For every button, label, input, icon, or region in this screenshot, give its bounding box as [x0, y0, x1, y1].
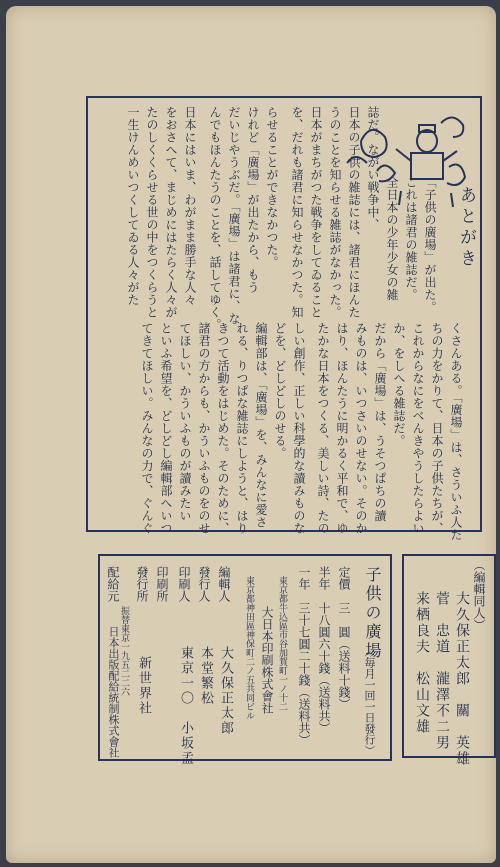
afterword-line: 「子供の廣場」が出た。 [423, 176, 437, 314]
editors-line: 大久保正太郎 關 英雄 [454, 591, 470, 767]
afterword-line: てほしい、かういふものが讀みたい [178, 322, 192, 522]
editors-label: （編輯同人） [472, 559, 486, 631]
afterword-line: 誌だ。ながい戦争中、 [366, 106, 380, 231]
afterword-line: てきてほしい。みんなの力で、ぐんぐ [140, 322, 154, 535]
colophon-role: 印刷所 [155, 566, 169, 602]
book-page [6, 6, 496, 863]
afterword-heading: あとがき [456, 186, 476, 270]
price-line: 定價 三 圓（送料十錢） [337, 566, 351, 710]
colophon-role: 編輯人 [217, 566, 231, 602]
afterword-line: 日本がまちがつた戦争をしてゐること [309, 106, 323, 319]
colophon-person: 東京一〇 小坂孟 [178, 646, 193, 766]
address-small: 東京都神田區神保町二ノ五共同ビル [244, 576, 254, 720]
afterword-line: みものは、いつさいのせない。そのか [354, 322, 368, 535]
afterword-line: れる、りつぱな雑誌にしようと、はり [235, 322, 249, 535]
afterword-line: だから「廣場」は、うそつぱちの讀 [373, 322, 387, 522]
colophon-person: 本堂繁松 [198, 646, 213, 706]
afterword-line: 日本にはいま、わがまま勝手な人々 [183, 106, 197, 306]
afterword-line: らせることができなかつた。 [265, 106, 279, 269]
afterword-line: 編輯部は、「廣場」を、みんなに愛さ [254, 322, 268, 529]
afterword-line: しい創作、正しい科學的な讀みものな [292, 322, 306, 535]
afterword-line: を、だれも諸君に知らせなかつた。知 [290, 106, 304, 319]
afterword-line: をおさへて、まじめにはたらく人々が [164, 106, 178, 319]
one-year-line: 一年 三十七圓二十錢（送料共） [297, 566, 311, 746]
editors-line: 来栖良夫 松山文雄 [414, 591, 430, 735]
printer-company: 大日本印刷株式會社 [260, 606, 274, 714]
afterword-line: か、をしへる雑誌だ。 [392, 322, 406, 447]
afterword-line: けれど「廣場」が出たから、もう [246, 106, 260, 294]
colophon-role: 發行所 [135, 566, 149, 602]
afterword-line: きつて活動をはじめた。そのために、 [216, 322, 230, 535]
afterword-line: はり、ほんたうに明かるく平和で、ゆ [335, 322, 349, 535]
afterword-line: くさんある。「廣場」は、さういふ人た [449, 322, 463, 541]
afterword-line: 一生けんめいつくしてゐる人々がた [126, 106, 140, 306]
afterword-line: だいじやうぶだ。「廣場」は諸君に、な [227, 106, 241, 325]
afterword-line: ちの力をかりて、日本の子供たちが、 [430, 322, 444, 535]
afterword-line: 全日本の少年少女の雑 [385, 176, 399, 301]
afterword-line: 諸君の方からも、かういふものをのせ [197, 322, 211, 535]
issuer-name: 新世界社 [136, 656, 151, 716]
issue-note: （毎月一回一日發行） [363, 646, 376, 756]
colophon-role: 印刷人 [177, 566, 191, 602]
afterword-line: うのことを知らせる雑誌がなかった。 [328, 106, 342, 319]
address-small: 振替東京一九五二二六 [119, 606, 129, 696]
distributor-name: 日本出版配給統制株式會社 [107, 626, 120, 758]
magazine-title: 子供の廣場 [363, 566, 382, 661]
afterword-line: これからなにをべんきやうしたらよい [411, 322, 425, 535]
colophon-person: 大久保正太郎 [218, 646, 233, 736]
afterword-line: たかな日本をつくる、美しい詩、たの [316, 322, 330, 535]
afterword-line: といふ希望を、どしどし編輯部へいつ [159, 322, 173, 535]
afterword-line: これは諸君の雑誌だ。 [404, 176, 418, 301]
colophon-role: 配給元 [106, 566, 120, 602]
colophon-role: 發行人 [197, 566, 211, 602]
afterword-line: どを、どしどしのせる。 [273, 322, 287, 460]
half-year-line: 半年 十八圓六十錢（送料共） [317, 566, 331, 734]
afterword-line: んでもほんたうのことを、話してゆく。 [208, 106, 222, 331]
address-small: 東京都牛込區市谷加賀町一ノ十二 [277, 576, 287, 711]
editors-line: 菅 忠道 瀧澤不二男 [434, 591, 450, 751]
afterword-line: たのしくくらせる世の中をつくらうと [145, 106, 159, 319]
afterword-line: 日本の子供の雑誌には、諸君にほんた [347, 106, 361, 319]
